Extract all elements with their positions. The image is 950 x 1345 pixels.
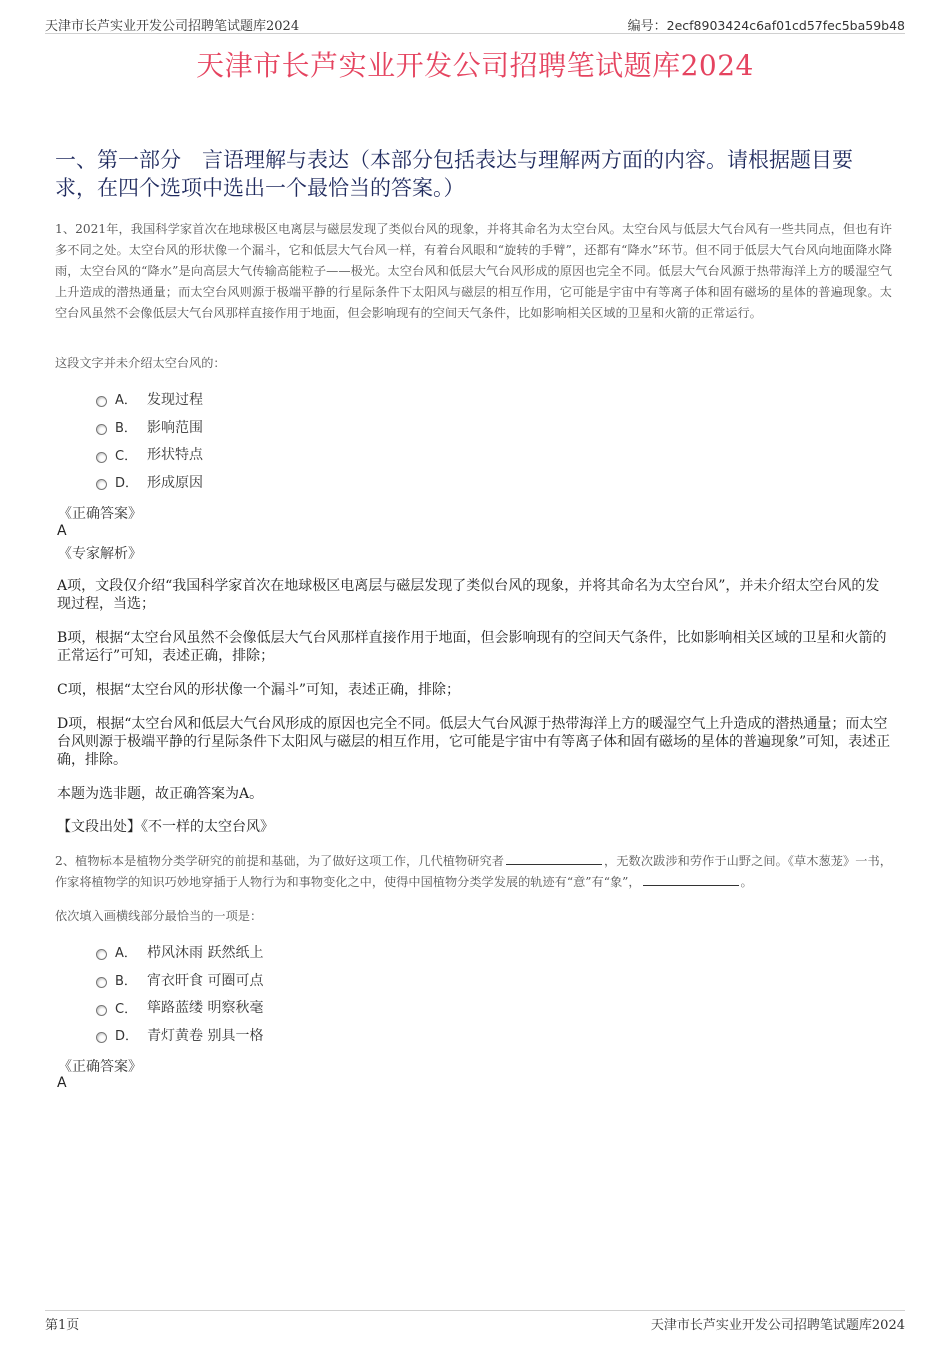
option-letter: D． (115, 1029, 139, 1045)
option-letter: D． (115, 476, 139, 492)
question-1-analysis-label: 《专家解析》 (58, 546, 142, 562)
question-2-option-b[interactable] (96, 966, 263, 994)
analysis-item-a: A项，文段仅介绍“我国科学家首次在地球极区电离层与磁层发现了类似台风的现象，并将其命名为太空台风”，并未介绍太空台风的发现过程，当选； (57, 578, 880, 612)
option-letter: C． (115, 448, 138, 464)
radio-icon[interactable] (96, 479, 107, 490)
option-letter: B． (115, 421, 137, 437)
radio-icon[interactable] (96, 949, 107, 960)
question-1-source: 【文段出处】《不一样的太空台风》 (57, 819, 274, 835)
option-text: 发现过程 (147, 391, 203, 408)
blank-line (643, 873, 739, 886)
option-text: 影响范围 (147, 419, 203, 436)
section-title: 一、第一部分 言语理解与表达（本部分包括表达与理解两方面的内容。请根据题目要求，在四个选项中选出一个最恰当的答案。） (55, 148, 853, 200)
question-1-options (96, 385, 203, 496)
header-doc-title: 天津市长芦实业开发公司招聘笔试题库2024 (45, 19, 300, 34)
question-2-options (96, 938, 263, 1049)
question-2-answer-label: 《正确答案》 (58, 1059, 142, 1075)
question-1-option-d[interactable] (96, 468, 203, 496)
header-code-label: 编号： (627, 19, 667, 34)
radio-icon[interactable] (96, 424, 107, 435)
question-2-text-part2: ，无数次跋涉和劳作于山野之间。《草木葱茏》一书，作家将植物学的知识巧妙地穿插于人物行为和事物变化之中，使得中国植物分类学发展的轨迹有“意”有“象”， (55, 854, 892, 889)
question-2-prompt: 依次填入画横线部分最恰当的一项是： (55, 909, 263, 923)
blank-line (506, 852, 602, 865)
option-text: 形状特点 (147, 447, 203, 464)
question-2-text-part1: 2、植物标本是植物分类学研究的前提和基础，为了做好这项工作，几代植物研究者 (55, 854, 504, 868)
analysis-item-d: D项，根据“太空台风和低层大气台风形成的原因也完全不同。低层大气台风源于热带海洋上方的暖湿空气上升造成的潜热通量；而太空台风则源于极端平静的行星际条件下太阳风与磁层的相互作用，它可能是宇宙中有等离子体和固有磁场的星体的普遍现象”可知，表述正确，排除。 (57, 716, 891, 768)
question-1-answer: A (57, 523, 67, 539)
analysis-conclusion: 本题为选非题，故正确答案为A。 (57, 786, 264, 802)
question-2-text-part3: 。 (740, 875, 753, 889)
page-header (45, 14, 905, 34)
option-text: 栉风沐雨 跃然纸上 (147, 944, 264, 961)
question-1-option-a[interactable] (96, 385, 203, 413)
radio-icon[interactable] (96, 1005, 107, 1016)
option-letter: A． (115, 393, 137, 409)
question-1-text: 1、2021年，我国科学家首次在地球极区电离层与磁层发现了类似台风的现象，并将其命名为太空台风。太空台风与低层大气台风有一些共同点，但也有许多不同之处。太空台风的形状像一个漏斗，它和低层大气台风一样，有着台风眼和“旋转的手臂”，还都有“降水”环节。但不同于低层大气台风向地面降水降雨，太空台风的“降水”是向高层大气传输高能粒子——极光。太空台风和低层大气台风形成的原因也完全不同。低层大气台风源于热带海洋上方的暖湿空气上升造成的潜热通量；而太空台风则源于极端平静的行星际条件下太阳风与磁层的相互作用，它可能是宇宙中有等离子体和固有磁场的星体的普遍现象。太空台风虽然不会像低层大气台风那样直接作用于地面，但会影响现有的空间天气条件，比如影响相关区域的卫星和火箭的正常运行。 (55, 222, 892, 320)
option-text: 筚路蓝缕 明察秋毫 (147, 1000, 264, 1017)
option-letter: A． (115, 946, 137, 962)
option-letter: C． (115, 1001, 138, 1017)
question-1-option-b[interactable] (96, 413, 203, 441)
radio-icon[interactable] (96, 977, 107, 988)
footer-doc-title: 天津市长芦实业开发公司招聘笔试题库2024 (650, 1318, 905, 1333)
question-1-answer-label: 《正确答案》 (58, 506, 142, 522)
header-code-value: 2ecf8903424c6af01cd57fec5ba59b48 (666, 18, 905, 33)
option-text: 宵衣旰食 可圈可点 (147, 972, 264, 989)
footer-page-number: 第1页 (45, 1318, 80, 1333)
option-text: 青灯黄卷 别具一格 (147, 1027, 264, 1044)
question-2-answer: A (57, 1075, 67, 1091)
question-2-text (55, 851, 892, 893)
radio-icon[interactable] (96, 452, 107, 463)
radio-icon[interactable] (96, 396, 107, 407)
page-footer (45, 1310, 905, 1333)
page-title: 天津市长芦实业开发公司招聘笔试题库2024 (196, 49, 754, 82)
question-2-option-a[interactable] (96, 938, 263, 966)
radio-icon[interactable] (96, 1032, 107, 1043)
question-2-option-d[interactable] (96, 1021, 263, 1049)
analysis-item-c: C项，根据“太空台风的形状像一个漏斗”可知，表述正确，排除； (57, 682, 461, 698)
analysis-item-b: B项，根据“太空台风虽然不会像低层大气台风那样直接作用于地面，但会影响现有的空间天气条件，比如影响相关区域的卫星和火箭的正常运行”可知，表述正确，排除； (57, 630, 887, 664)
header-doc-code (628, 15, 905, 34)
question-2-option-c[interactable] (96, 993, 263, 1021)
question-1-option-c[interactable] (96, 440, 203, 468)
option-letter: B． (115, 974, 137, 990)
question-1-prompt: 这段文字并未介绍太空台风的： (55, 356, 226, 370)
option-text: 形成原因 (147, 474, 203, 491)
